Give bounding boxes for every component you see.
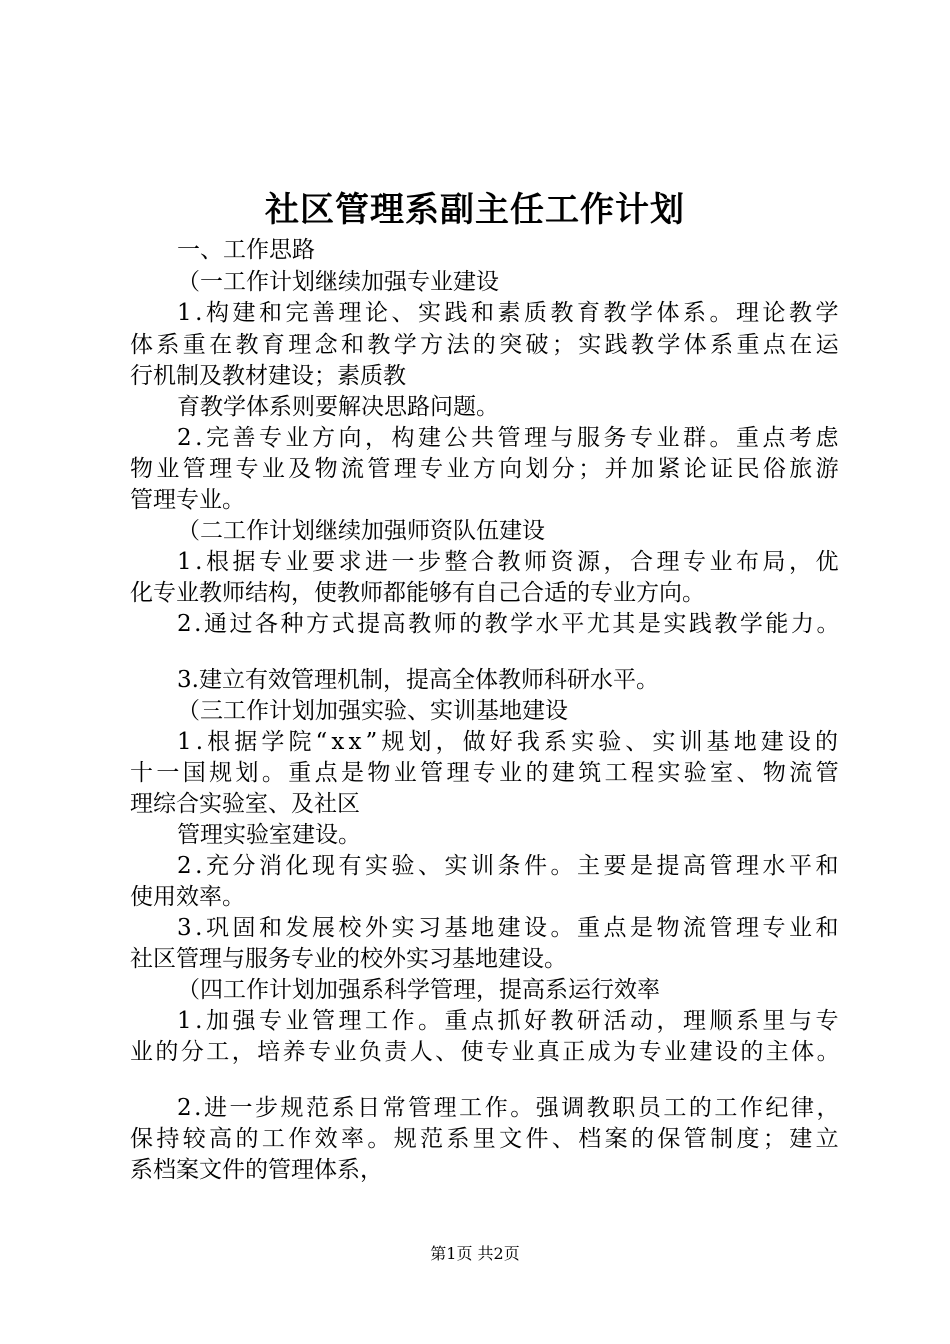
text-line: 行机制及教材建设；素质教 — [130, 363, 406, 389]
text-line: 3.建立有效管理机制，提高全体教师科研水平。 — [177, 667, 659, 693]
text-line: 1.根据学院“xx”规划，做好我系实验、实训基地建设的 — [177, 729, 843, 755]
text-line: 1.构建和完善理论、实践和素质教育教学体系。理论教学 — [177, 300, 842, 326]
text-line: 2.进一步规范系日常管理工作。强调教职员工的工作纪律， — [177, 1095, 842, 1121]
text-line: 社区管理与服务专业的校外实习基地建设。 — [130, 946, 567, 972]
text-line: 保持较高的工作效率。规范系里文件、档案的保管制度；建立 — [130, 1126, 842, 1152]
text-line: 1.根据专业要求进一步整合教师资源，合理专业布局，优 — [177, 549, 842, 575]
text-line: 业的分工，培养专业负责人、使专业真正成为专业建设的主体。 — [130, 1039, 843, 1065]
text-line: （一工作计划继续加强专业建设 — [177, 269, 499, 295]
text-line: 2.通过各种方式提高教师的教学水平尤其是实践教学能力。 — [177, 611, 842, 637]
text-line: 育教学体系则要解决思路问题。 — [177, 394, 499, 420]
text-line: 系档案文件的管理体系， — [130, 1157, 383, 1183]
text-line: （二工作计划继续加强师资队伍建设 — [177, 518, 545, 544]
text-line: 一、工作思路 — [177, 237, 315, 263]
page-title: 社区管理系副主任工作计划 — [265, 190, 685, 230]
text-line: 物业管理专业及物流管理专业方向划分；并加紧论证民俗旅游 — [130, 456, 842, 482]
text-line: （三工作计划加强实验、实训基地建设 — [177, 698, 568, 724]
text-line: 3.巩固和发展校外实习基地建设。重点是物流管理专业和 — [177, 915, 842, 941]
text-line: 使用效率。 — [130, 884, 245, 910]
text-line: 管理实验室建设。 — [177, 822, 361, 848]
text-line: 理综合实验室、及社区 — [130, 791, 360, 817]
text-line: 2.完善专业方向，构建公共管理与服务专业群。重点考虑 — [177, 425, 842, 451]
text-line: 化专业教师结构，使教师都能够有自己合适的专业方向。 — [130, 580, 705, 606]
text-line: （四工作计划加强系科学管理，提高系运行效率 — [177, 977, 660, 1003]
page-footer: 第1页 共2页 — [430, 1244, 520, 1263]
text-line: 2.充分消化现有实验、实训条件。主要是提高管理水平和 — [177, 853, 842, 879]
text-line: 十一国规划。重点是物业管理专业的建筑工程实验室、物流管 — [130, 760, 842, 786]
text-line: 管理专业。 — [130, 487, 245, 513]
text-line: 1.加强专业管理工作。重点抓好教研活动，理顺系里与专 — [177, 1008, 842, 1034]
text-line: 体系重在教育理念和教学方法的突破；实践教学体系重点在运 — [130, 332, 842, 358]
